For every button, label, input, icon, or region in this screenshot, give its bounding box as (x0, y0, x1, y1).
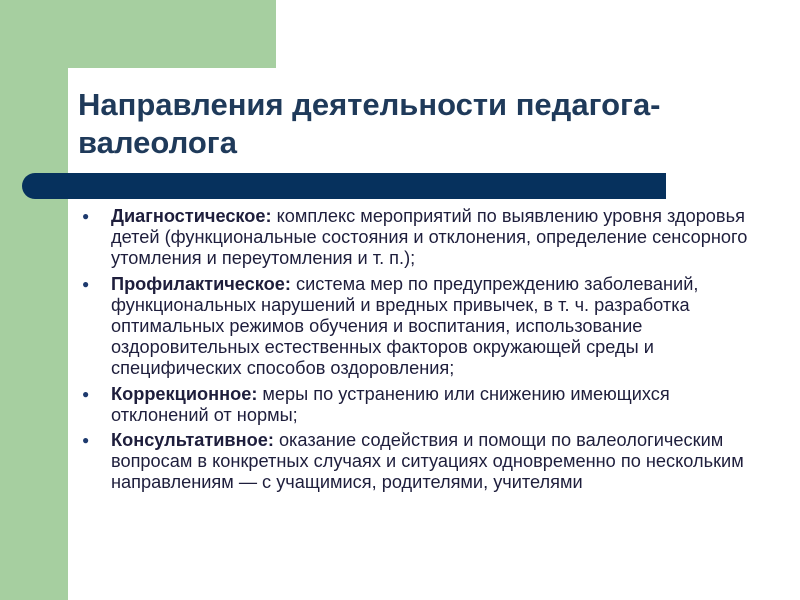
green-accent-left (0, 0, 68, 600)
list-item-corrective (82, 384, 762, 426)
list-item-consultative (82, 430, 762, 494)
list-item-diagnostic (82, 206, 762, 270)
item-text: система мер по предупреждению заболеваний, функциональных нарушений и вредных привычек, в т. ч. разработка оптимальных режимов обучения и воспитания, использование оздоровительных естественных факторов окружающей среды и специфических способов оздоровления; (111, 273, 699, 379)
slide-title: Направления деятельности педагога-валеолога (78, 87, 661, 160)
title-divider-bar (22, 173, 666, 199)
bullet-list (82, 206, 762, 498)
item-text: меры по устранению или снижению имеющихся отклонений от нормы; (111, 383, 670, 425)
item-term: Диагностическое: (111, 206, 272, 226)
item-term: Профилактическое: (111, 273, 291, 294)
bullet-icon: ● (82, 209, 90, 223)
bullet-icon: ● (82, 276, 90, 291)
bullet-icon: ● (82, 433, 90, 448)
item-term: Консультативное: (111, 430, 274, 451)
list-item-preventive (82, 274, 762, 380)
bullet-icon: ● (82, 386, 90, 401)
item-text: оказание содействия и помощи по валеологическим вопросам в конкретных случаях и ситуациях одновременно по нескольким направлениям — с учащимися, родителями, учителями (111, 430, 744, 493)
green-accent-top (0, 0, 276, 68)
item-term: Коррекционное: (111, 383, 258, 404)
item-text: комплекс мероприятий по выявлению уровня здоровья детей (функциональные состояния и отклонения, определение сенсорного утомления и переутомления и т. п.); (111, 206, 748, 269)
